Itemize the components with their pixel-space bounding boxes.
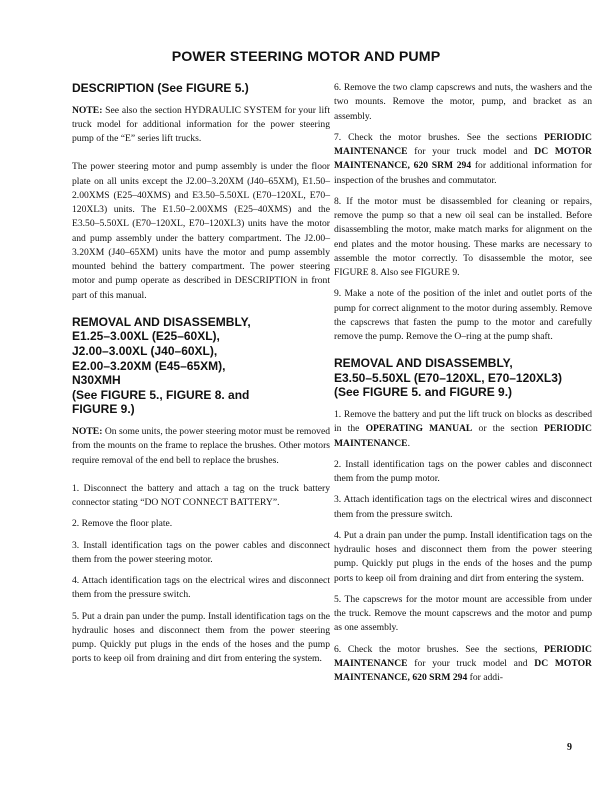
xl-step-1-ref: OPERATING MANUAL [365,423,473,435]
removal-heading-line: (See FIGURE 5. and FIGURE 9.) [334,385,513,400]
right-column [334,81,592,692]
removal-heading-line: REMOVAL AND DISASSEMBLY, [72,314,251,329]
note-text: On some units, the power steering motor must be removed from the mounts on the frame to replace the brushes. Other motors require removal of the end bell to replace the brushes. [72,426,330,466]
xl-step-1-text: or the section [472,423,545,435]
xl-step-6-ref: PERIODIC MAINTENANCE [334,643,592,669]
xl-step-5: 5. The capscrews for the motor mount are accessible from under the truck. Remove the mount capscrews and the motor and pump as one assembly. [334,593,592,634]
xl-step-1-text: 1. Remove the battery and put the lift truck on blocks as described in the [334,409,592,435]
step-7-text: 7. Check the motor brushes. See the sections [334,131,545,143]
removal-heading-line: (See FIGURE 5., FIGURE 8. and [72,387,250,402]
description-paragraph: The power steering motor and pump assembly is under the floor plate on all units except the J2.00–3.20XM (J40–65XM), E1.50–2.00XMS (E25–40XMS) and E3.50–5.50XL (E70–120XL, E70–120XL3) units. The E1.50–2.00XMS (E25–40XMS) and the E3.50–5.50XL (E70–120XL, E70–120XL3) units have the motor and pump assembly under the battery compartment. The J2.00–3.20XM (J40–65XM) units have the motor and pump assembly mounted behind the battery compartment. The power steering motor and pump operate as described in DESCRIPTION in front part of this manual. [72,161,330,301]
xl-step-1-ref: PERIODIC MAINTENANCE [334,423,592,449]
step-7-ref: PERIODIC MAINTENANCE [334,131,592,157]
step-7-text: for additional information for inspection of the brushes and commutator. [334,160,592,186]
xl-step-6-ref: DC MOTOR MAINTENANCE, 620 SRM 294 [334,657,592,684]
removal-note [72,425,330,468]
step-6: 6. Remove the two clamp capscrews and nuts, the washers and the two mounts. Remove the motor, pump, and bracket as an assembly. [334,82,592,122]
note-text: See also the section HYDRAULIC SYSTEM for your lift truck model for additional information for the power steering pump of the “E” series lift trucks. [72,104,330,145]
step-8: 8. If the motor must be disassembled for cleaning or repairs, remove the pump so that a new oil seal can be installed. Before disassembling the motor, make match marks for alignment on the end plates and the motor housing. These marks are necessary to assemble the motor correctly. To disassemble the motor, see FIGURE 8. Also see FIGURE 9. [334,195,592,278]
removal-heading-line: J2.00–3.00XL (J40–60XL), [72,344,218,359]
removal-heading-2 [334,356,592,400]
step-2: 2. Remove the floor plate. [72,518,173,530]
description-heading: DESCRIPTION (See FIGURE 5.) [72,81,249,95]
xl-step-6-text: 6. Check the motor brushes. See the sections, [334,643,545,655]
step-7 [334,131,592,188]
step-1: 1. Disconnect the battery and attach a tag on the truck battery connector stating “DO NOT CONNECT BATTERY”. [72,482,330,508]
removal-heading-line: FIGURE 9.) [72,402,135,417]
step-3: 3. Install identification tags on the power cables and disconnect them from the power steering motor. [72,539,330,565]
step-7-ref: DC MOTOR MAINTENANCE, 620 SRM 294 [334,146,592,172]
xl-step-3: 3. Attach identification tags on the electrical wires and disconnect them from the pressure switch. [334,494,592,520]
description-note [72,104,330,147]
xl-step-6 [334,643,592,686]
removal-heading-line: E1.25–3.00XL (E25–60XL), [72,329,220,344]
step-9: 9. Make a note of the position of the inlet and outlet ports of the pump for correct alignment to the motor during assembly. Remove the capscrews that fasten the pump to the motor and carefully remove the pump. Remove the O–ring at the pump shaft. [334,288,592,342]
page-title: POWER STEERING MOTOR AND PUMP [171,49,441,65]
xl-step-1-text: . [407,437,410,449]
page-number: 9 [567,742,572,753]
step-7-text: for your truck model and [407,146,535,157]
note-label: NOTE: [72,104,103,116]
step-4: 4. Attach identification tags on the electrical wires and disconnect them from the pressure switch. [72,575,330,601]
note-label: NOTE: [72,426,103,437]
step-5: 5. Put a drain pan under the pump. Install identification tags on the hydraulic hoses and disconnect them from the power steering pump. Quickly put plugs in the ends of the hoses and the pump ports to keep oil from draining and dirt from entering the system. [72,610,330,665]
xl-step-2: 2. Install identification tags on the power cables and disconnect them from the pump motor. [334,458,592,485]
left-column [72,81,330,674]
removal-heading-1 [72,315,330,417]
xl-step-6-text: for addi- [467,672,503,684]
removal-heading-line: N30XMH [72,373,121,388]
xl-step-6-text: for your truck model and [407,657,535,669]
removal-heading-line: E2.00–3.20XM (E45–65XM), [72,358,226,373]
xl-step-1 [334,408,592,451]
removal-heading-line: E3.50–5.50XL (E70–120XL, E70–120XL3) [334,370,562,385]
xl-step-4: 4. Put a drain pan under the pump. Install identification tags on the hydraulic hoses and disconnect them from the power steering pump. Quickly put plugs in the ends of the hoses and the pump ports to keep oil from draining and dirt from entering the system. [334,529,592,584]
removal-heading-line: REMOVAL AND DISASSEMBLY, [334,356,513,371]
